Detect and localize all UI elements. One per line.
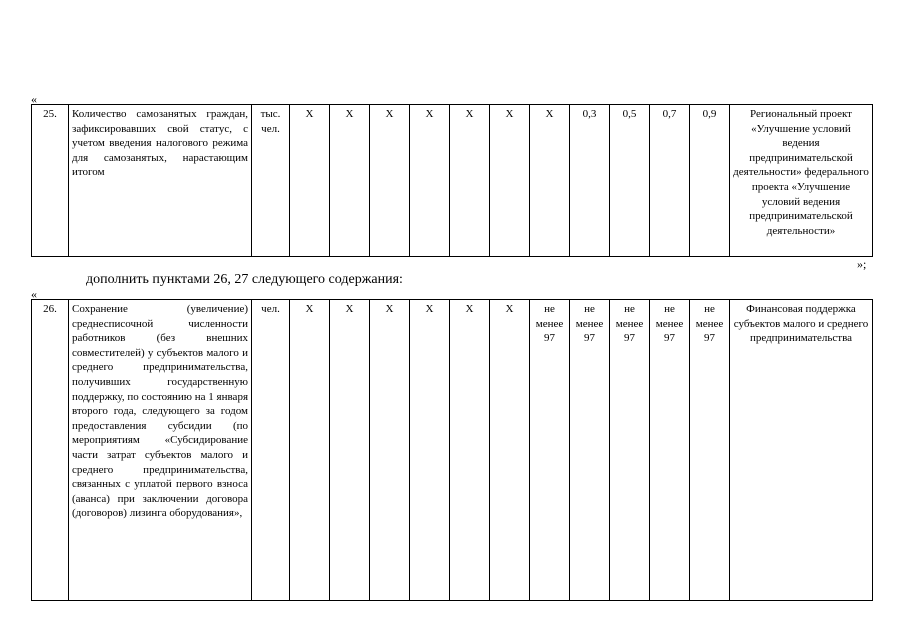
value-cell: 0,9: [690, 105, 730, 257]
value-cell: не менее 97: [690, 300, 730, 601]
value-cell: Х: [330, 105, 370, 257]
instruction-text: дополнить пунктами 26, 27 следующего содержания:: [86, 272, 403, 287]
value-cell: Х: [450, 300, 490, 601]
value-cell: Х: [410, 300, 450, 601]
value-cell: 0,5: [610, 105, 650, 257]
value-cell: Х: [330, 300, 370, 601]
value-cell: Х: [370, 105, 410, 257]
value-cell: 0,3: [570, 105, 610, 257]
value-cell: не менее 97: [530, 300, 570, 601]
value-cell: не менее 97: [650, 300, 690, 601]
value-cell: Х: [290, 300, 330, 601]
value-cell: не менее 97: [610, 300, 650, 601]
unit-of-measure: тыс. чел.: [252, 105, 290, 257]
table-row: [32, 300, 873, 601]
closing-quote-mark: »;: [857, 257, 867, 271]
table-row: [32, 105, 873, 257]
value-cell: не менее 97: [570, 300, 610, 601]
source-project: Региональный проект «Улучшение условий ведения предпринимательской деятельности» федерального проекта «Улучшение условий ведения предпринимательской деятельности»: [730, 105, 873, 257]
opening-quote-mark: «: [31, 287, 37, 301]
row-number: 25.: [32, 105, 69, 257]
value-cell: Х: [450, 105, 490, 257]
value-cell: Х: [490, 300, 530, 601]
value-cell: Х: [530, 105, 570, 257]
value-cell: Х: [490, 105, 530, 257]
value-cell: 0,7: [650, 105, 690, 257]
unit-of-measure: чел.: [252, 300, 290, 601]
indicator-table-row-26: [31, 299, 873, 601]
indicator-table-row-25: [31, 104, 873, 257]
indicator-description: Сохранение (увеличение) среднесписочной численности работников (без внешних совместителей) у субъектов малого и среднего предпринимательства, получивших государственную поддержку, по состоянию на 1 января второго года, следующего за годом предоставления субсидии (по мероприятиям «Субсидирование части затрат субъектов малого и среднего предпринимательства, связанных с уплатой первого взноса (аванса) при заключении договора (договоров) лизинга оборудования»,: [69, 300, 252, 601]
source-project: Финансовая поддержка субъектов малого и среднего предпринимательства: [730, 300, 873, 601]
indicator-description: Количество самозанятых граждан, зафиксировавших свой статус, с учетом введения налогового режима для самозанятых, нарастающим итогом: [69, 105, 252, 257]
value-cell: Х: [410, 105, 450, 257]
value-cell: Х: [290, 105, 330, 257]
row-number: 26.: [32, 300, 69, 601]
opening-quote-mark: «: [31, 92, 37, 106]
value-cell: Х: [370, 300, 410, 601]
